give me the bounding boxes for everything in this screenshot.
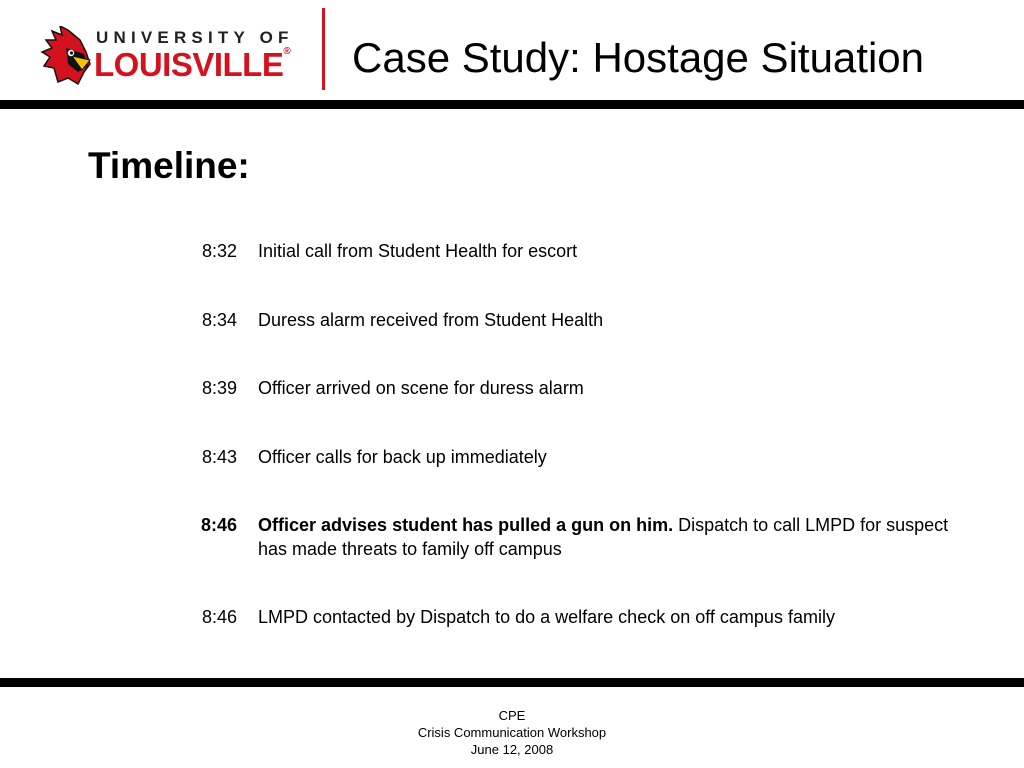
logo-university-of: UNIVERSITY OF [96,28,294,47]
footer [0,707,1024,758]
footer-org: CPE [498,708,526,723]
entry-text: Officer calls for back up immediately [258,447,547,467]
entry-text [258,513,978,561]
entry-text: LMPD contacted by Dispatch to do a welfare check on off campus family [258,607,835,627]
footer-event: Crisis Communication Workshop [417,725,607,740]
footer-date: June 12, 2008 [470,742,554,757]
entry-time: 8:39 [201,378,237,398]
slide-title: Case Study: Hostage Situation [352,34,925,81]
entry-time: 8:46 [201,607,237,627]
entry-time: 8:32 [201,241,237,261]
entry-rest-text: Dispatch to call LMPD for suspect has made threats to family off campus [258,515,949,559]
entry-text: Officer arrived on scene for duress alarm [258,378,584,398]
entry-text: Initial call from Student Health for escort [258,241,578,261]
entry-time: 8:43 [201,447,237,467]
entry-time: 8:34 [201,310,237,330]
section-heading: Timeline: [88,145,250,186]
entry-time: 8:46 [200,515,237,535]
footer-rule [0,678,1024,687]
entry-text: Duress alarm received from Student Health [258,310,604,330]
entry-bold-text: Officer advises student has pulled a gun on him. [258,515,674,535]
logo-louisville: LOUISVILLE® [94,46,291,83]
